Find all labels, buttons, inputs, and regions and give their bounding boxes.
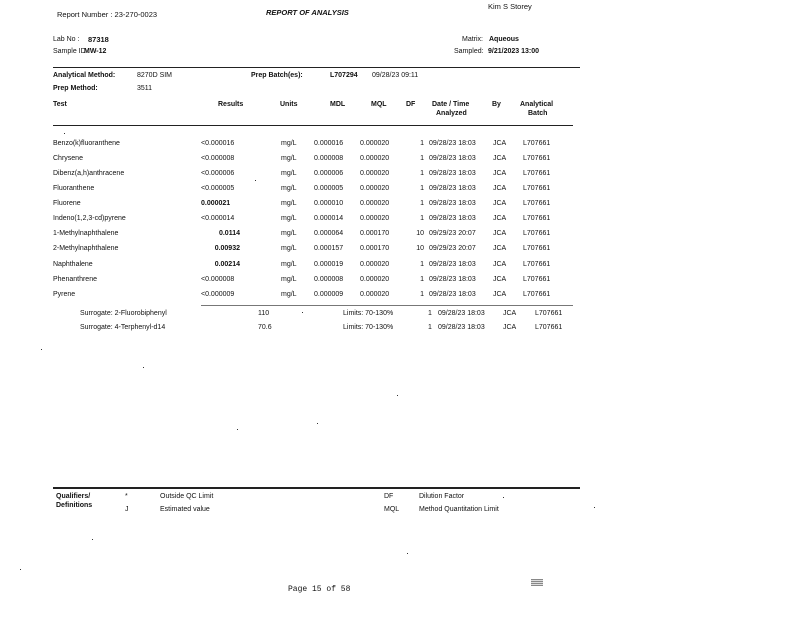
table-row bbox=[0, 245, 800, 260]
row-units: mg/L bbox=[281, 230, 297, 237]
row-mdl: 0.000064 bbox=[314, 230, 344, 237]
row-units: mg/L bbox=[281, 140, 297, 147]
matrix-label: Matrix: bbox=[462, 36, 483, 43]
col-by: By bbox=[492, 101, 501, 108]
row-mdl: 0.000006 bbox=[314, 170, 344, 177]
table-row bbox=[0, 155, 800, 170]
row-result: <0.000005 bbox=[201, 185, 235, 192]
row-by: JCA bbox=[493, 215, 507, 222]
page-number: Page 15 of 58 bbox=[288, 585, 351, 594]
row-batch: L707661 bbox=[523, 230, 551, 237]
row-df: 1 bbox=[420, 185, 424, 192]
surrogate-limits: Limits: 70-130% bbox=[343, 310, 394, 317]
surrogate-limits: Limits: 70-130% bbox=[343, 324, 394, 331]
col-df: DF bbox=[406, 101, 416, 108]
row-mdl: 0.000014 bbox=[314, 215, 344, 222]
row-batch: L707661 bbox=[523, 140, 551, 147]
row-batch: L707661 bbox=[523, 245, 551, 252]
scan-speck bbox=[594, 507, 595, 508]
row-df: 1 bbox=[420, 276, 424, 283]
lab-no: 87318 bbox=[88, 35, 109, 44]
col-mql: MQL bbox=[371, 101, 387, 108]
row-mdl: 0.000008 bbox=[314, 276, 344, 283]
qualifier-symbol: J bbox=[125, 506, 129, 513]
row-result: <0.000006 bbox=[201, 170, 235, 177]
row-df: 10 bbox=[416, 230, 424, 237]
definition-text: Method Quantitation Limit bbox=[419, 506, 499, 513]
scan-speck bbox=[20, 569, 21, 570]
row-batch: L707661 bbox=[523, 291, 551, 298]
row-mdl: 0.000019 bbox=[314, 261, 344, 268]
row-test: Dibenz(a,h)anthracene bbox=[53, 170, 125, 177]
surrogate-name: Surrogate: 2-Fluorobiphenyl bbox=[80, 310, 167, 317]
row-mdl: 0.000005 bbox=[314, 185, 344, 192]
analytical-method-label: Analytical Method: bbox=[53, 72, 116, 79]
row-units: mg/L bbox=[281, 200, 297, 207]
row-by: JCA bbox=[493, 200, 507, 207]
row-mql: 0.000020 bbox=[360, 261, 390, 268]
row-test: Fluorene bbox=[53, 200, 81, 207]
row-test: Chrysene bbox=[53, 155, 83, 162]
definitions-label: Definitions bbox=[56, 502, 93, 509]
row-by: JCA bbox=[493, 291, 507, 298]
row-by: JCA bbox=[493, 185, 507, 192]
surrogate-result: 110 bbox=[258, 310, 270, 317]
row-date: 09/28/23 18:03 bbox=[429, 185, 476, 192]
surrogate-row bbox=[0, 324, 800, 339]
scan-speck bbox=[237, 429, 238, 430]
row-batch: L707661 bbox=[523, 276, 551, 283]
col-date-time: Date / Time bbox=[432, 101, 470, 108]
surrogate-batch: L707661 bbox=[535, 310, 563, 317]
row-by: JCA bbox=[493, 170, 507, 177]
row-df: 1 bbox=[420, 200, 424, 207]
scan-speck bbox=[41, 349, 42, 350]
row-date: 09/28/23 18:03 bbox=[429, 276, 476, 283]
scan-speck bbox=[503, 497, 504, 498]
prep-method-label: Prep Method: bbox=[53, 85, 98, 92]
row-test: 2-Methylnaphthalene bbox=[53, 245, 119, 252]
sampled-label: Sampled: bbox=[454, 48, 484, 55]
table-row bbox=[0, 215, 800, 230]
row-df: 1 bbox=[420, 155, 424, 162]
table-row bbox=[0, 140, 800, 155]
table-row bbox=[0, 185, 800, 200]
table-row bbox=[0, 170, 800, 185]
row-mql: 0.000020 bbox=[360, 185, 390, 192]
row-result: <0.000008 bbox=[201, 155, 235, 162]
row-mql: 0.000020 bbox=[360, 140, 390, 147]
qualifiers-label: Qualifiers/ bbox=[56, 493, 91, 500]
row-test: Naphthalene bbox=[53, 261, 93, 268]
row-by: JCA bbox=[493, 276, 507, 283]
row-mql: 0.000020 bbox=[360, 291, 390, 298]
scan-speck bbox=[397, 395, 398, 396]
qualifier-text: Outside QC Limit bbox=[160, 493, 214, 500]
row-batch: L707661 bbox=[523, 155, 551, 162]
surrogate-date: 09/28/23 18:03 bbox=[438, 310, 485, 317]
scan-speck bbox=[302, 312, 303, 313]
row-units: mg/L bbox=[281, 261, 297, 268]
row-units: mg/L bbox=[281, 276, 297, 283]
definition-symbol: DF bbox=[384, 493, 394, 500]
report-number: Report Number : 23-270-0023 bbox=[57, 10, 158, 19]
row-units: mg/L bbox=[281, 291, 297, 298]
row-units: mg/L bbox=[281, 245, 297, 252]
surrogate-df: 1 bbox=[428, 310, 432, 317]
row-date: 09/28/23 18:03 bbox=[429, 170, 476, 177]
client-name: Kim S Storey bbox=[488, 2, 532, 11]
row-mdl: 0.000157 bbox=[314, 245, 344, 252]
row-df: 1 bbox=[420, 140, 424, 147]
row-test: Benzo(k)fluoranthene bbox=[53, 140, 120, 147]
row-date: 09/28/23 18:03 bbox=[429, 155, 476, 162]
definition-text: Dilution Factor bbox=[419, 493, 465, 500]
scan-speck bbox=[407, 553, 408, 554]
row-result: 0.000021 bbox=[201, 200, 231, 207]
row-by: JCA bbox=[493, 155, 507, 162]
row-mql: 0.000020 bbox=[360, 200, 390, 207]
row-df: 1 bbox=[420, 291, 424, 298]
row-result: 0.0114 bbox=[218, 230, 240, 237]
row-test: 1-Methylnaphthalene bbox=[53, 230, 119, 237]
scan-speck bbox=[143, 367, 144, 368]
scan-speck bbox=[255, 180, 256, 181]
scan-speck bbox=[64, 133, 65, 134]
col-analyzed: Analyzed bbox=[436, 110, 467, 117]
row-by: JCA bbox=[493, 245, 507, 252]
row-result: <0.000016 bbox=[201, 140, 235, 147]
col-units: Units bbox=[280, 101, 298, 108]
row-result: <0.000008 bbox=[201, 276, 235, 283]
row-date: 09/28/23 18:03 bbox=[429, 261, 476, 268]
row-by: JCA bbox=[493, 230, 507, 237]
table-row bbox=[0, 261, 800, 276]
qualifier-symbol: * bbox=[125, 493, 128, 500]
column-header-divider bbox=[53, 125, 573, 126]
row-batch: L707661 bbox=[523, 185, 551, 192]
surrogate-divider bbox=[201, 305, 573, 306]
row-test: Indeno(1,2,3-cd)pyrene bbox=[53, 215, 126, 222]
table-row bbox=[0, 200, 800, 215]
surrogate-df: 1 bbox=[428, 324, 432, 331]
surrogate-by: JCA bbox=[503, 310, 517, 317]
prep-batch-label: Prep Batch(es): bbox=[251, 72, 303, 79]
surrogate-by: JCA bbox=[503, 324, 517, 331]
row-batch: L707661 bbox=[523, 215, 551, 222]
sample-id: MW-12 bbox=[84, 48, 107, 55]
row-batch: L707661 bbox=[523, 170, 551, 177]
row-batch: L707661 bbox=[523, 261, 551, 268]
row-df: 1 bbox=[420, 261, 424, 268]
col-analytical: Analytical bbox=[520, 101, 554, 108]
row-result: 0.00932 bbox=[214, 245, 240, 252]
row-units: mg/L bbox=[281, 170, 297, 177]
surrogate-row bbox=[0, 310, 800, 325]
row-df: 1 bbox=[420, 170, 424, 177]
row-mql: 0.000020 bbox=[360, 215, 390, 222]
table-row bbox=[0, 291, 800, 306]
sample-id-label: Sample ID : bbox=[53, 48, 90, 55]
row-by: JCA bbox=[493, 140, 507, 147]
row-units: mg/L bbox=[281, 185, 297, 192]
row-date: 09/28/23 18:03 bbox=[429, 140, 476, 147]
prep-batch-date: 09/28/23 09:11 bbox=[372, 72, 419, 79]
qualifier-text: Estimated value bbox=[160, 506, 210, 513]
row-df: 1 bbox=[420, 215, 424, 222]
row-mdl: 0.000008 bbox=[314, 155, 344, 162]
row-test: Phenanthrene bbox=[53, 276, 97, 283]
row-date: 09/29/23 20:07 bbox=[429, 245, 476, 252]
lab-no-label: Lab No : bbox=[53, 36, 80, 43]
scan-speck bbox=[317, 423, 318, 424]
row-mdl: 0.000009 bbox=[314, 291, 344, 298]
scan-speck bbox=[92, 539, 93, 540]
row-batch: L707661 bbox=[523, 200, 551, 207]
footer-divider bbox=[53, 487, 580, 489]
row-date: 09/28/23 18:03 bbox=[429, 291, 476, 298]
prep-batch: L707294 bbox=[330, 72, 358, 79]
surrogate-name: Surrogate: 4-Terphenyl-d14 bbox=[80, 324, 166, 331]
row-test: Fluoranthene bbox=[53, 185, 95, 192]
col-test: Test bbox=[53, 101, 67, 108]
table-row bbox=[0, 230, 800, 245]
prep-method: 3511 bbox=[137, 85, 153, 92]
row-mql: 0.000020 bbox=[360, 170, 390, 177]
row-mql: 0.000170 bbox=[360, 230, 390, 237]
col-results: Results bbox=[218, 101, 244, 108]
row-date: 09/29/23 20:07 bbox=[429, 230, 476, 237]
matrix: Aqueous bbox=[489, 36, 519, 43]
row-test: Pyrene bbox=[53, 291, 76, 298]
surrogate-date: 09/28/23 18:03 bbox=[438, 324, 485, 331]
analytical-method: 8270D SIM bbox=[137, 72, 173, 79]
header-divider bbox=[53, 67, 580, 68]
row-mql: 0.000020 bbox=[360, 155, 390, 162]
row-df: 10 bbox=[416, 245, 424, 252]
row-date: 09/28/23 18:03 bbox=[429, 215, 476, 222]
row-mdl: 0.000016 bbox=[314, 140, 344, 147]
row-date: 09/28/23 18:03 bbox=[429, 200, 476, 207]
definition-symbol: MQL bbox=[384, 506, 400, 513]
row-result: <0.000009 bbox=[201, 291, 235, 298]
row-by: JCA bbox=[493, 261, 507, 268]
report-title: REPORT OF ANALYSIS bbox=[266, 8, 349, 17]
row-result: 0.00214 bbox=[214, 261, 240, 268]
row-units: mg/L bbox=[281, 215, 297, 222]
row-mdl: 0.000010 bbox=[314, 200, 344, 207]
row-mql: 0.000020 bbox=[360, 276, 390, 283]
sampled-date: 9/21/2023 13:00 bbox=[488, 48, 539, 55]
col-batch: Batch bbox=[528, 110, 548, 117]
scan-stamp bbox=[531, 579, 543, 586]
row-units: mg/L bbox=[281, 155, 297, 162]
table-row bbox=[0, 276, 800, 291]
surrogate-result: 70.6 bbox=[258, 324, 272, 331]
col-mdl: MDL bbox=[330, 101, 346, 108]
row-mql: 0.000170 bbox=[360, 245, 390, 252]
surrogate-batch: L707661 bbox=[535, 324, 563, 331]
row-result: <0.000014 bbox=[201, 215, 235, 222]
